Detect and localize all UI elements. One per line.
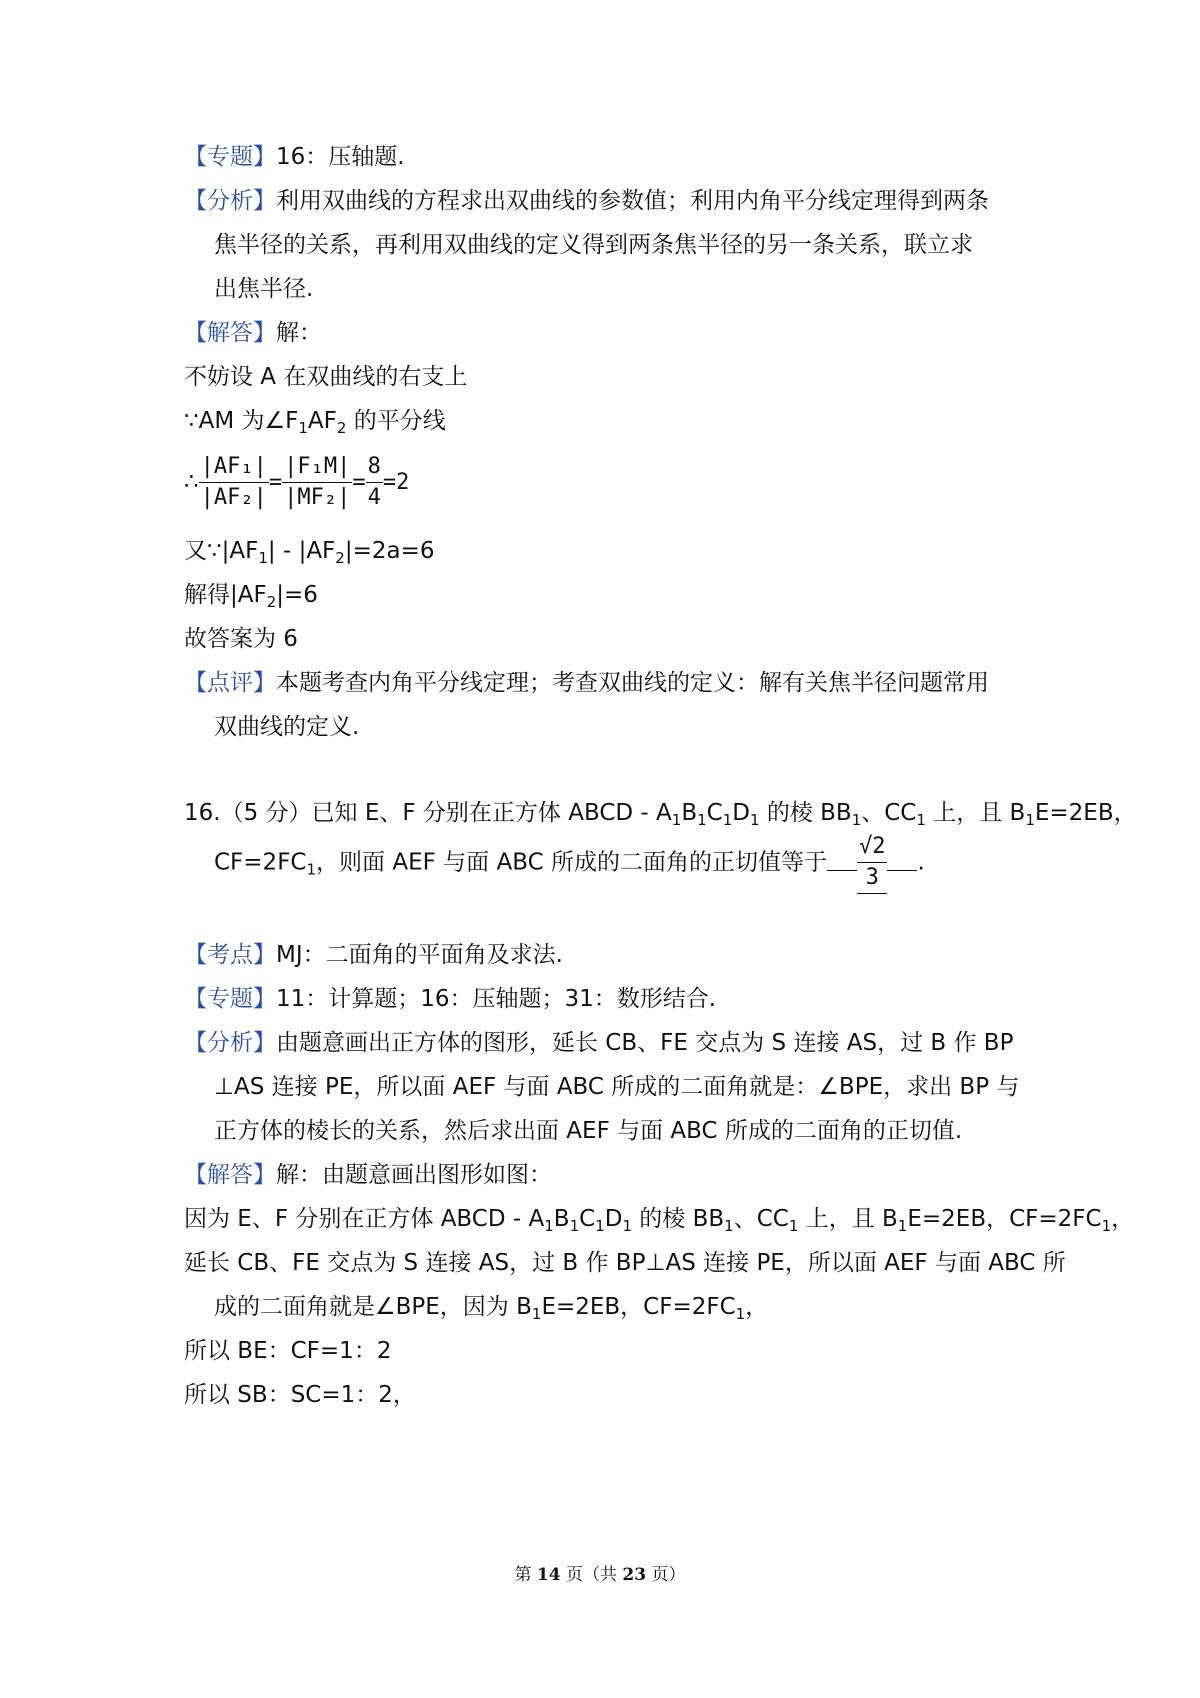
subscript: 1 — [724, 1217, 734, 1235]
text-run: D — [604, 1206, 623, 1232]
solution-step-1: 不妨设 A 在双曲线的右支上 — [184, 364, 468, 390]
text-run: 上，且 B — [925, 800, 1026, 826]
subscript: 1 — [1025, 811, 1035, 829]
solution-step-2: ∵AM 为$\angle F_1AF_2$ 的平分线 — [184, 408, 446, 437]
body-line-2: 延长 CB、FE 交点为 S 连接 AS，过 B 作 BP⊥AS 连接 PE，所以面 AEF 与面 ABC 所 — [184, 1250, 1066, 1276]
body-line-4: 所以 BE：CF=1：2 — [184, 1338, 392, 1364]
text-run: E=2EB，CF=2FC — [907, 1206, 1102, 1232]
comment-line-1 — [184, 668, 989, 698]
page-number: 14 — [536, 1565, 561, 1585]
analysis-tag-2: 【分析】 — [184, 1030, 276, 1056]
subscript: 1 — [788, 1217, 799, 1235]
analysis-text-2: 焦半径的关系，再利用双曲线的定义得到两条焦半径的另一条关系，联立求 — [214, 232, 973, 258]
analysis-line-2: 【分析】由题意画出正方体的图形，延长 CB、FE 交点为 S 连接 AS，过 B 作 BP — [184, 1030, 1014, 1056]
topic-line-1 — [184, 142, 405, 172]
subscript: 1 — [897, 1217, 908, 1235]
text-run: B — [553, 1206, 570, 1232]
answer-tag: 【解答】 — [184, 320, 276, 346]
comment-tag: 【点评】 — [184, 670, 276, 696]
subscript: 1 — [697, 811, 707, 829]
kaodian-line: 【考点】MJ：二面角的平面角及求法. — [184, 942, 563, 968]
comment-text-1: 本题考查内角平分线定理；考查双曲线的定义：解有关焦半径问题常用 — [276, 670, 989, 696]
answer-line-2: 【解答】解：由题意画出图形如图： — [184, 1162, 552, 1188]
answer-fraction: $\frac{√2}{3}$ — [857, 832, 888, 894]
body-line-3: 成的二面角就是∠BPE，因为 $B_1E=2EB$，$CF=2FC_1$， — [214, 1294, 769, 1323]
text-run: 上，且 B — [798, 1206, 898, 1232]
text-run: C — [706, 800, 723, 826]
body-line-5: 所以 SB：SC=1：2， — [184, 1382, 416, 1408]
analysis2-text-2: ⊥AS 连接 PE，所以面 AEF 与面 ABC 所成的二面角就是：∠BPE，求出 BP 与 — [214, 1074, 1020, 1100]
subscript: 1 — [851, 811, 862, 829]
text-run: 、CC — [861, 800, 917, 826]
subscript: 1 — [622, 1217, 632, 1235]
text-run: 的棱 BB — [631, 1206, 725, 1232]
analysis2-text-3: 正方体的棱长的关系，然后求出面 AEF 与面 ABC 所成的二面角的正切值. — [214, 1118, 963, 1144]
topic-tag-2: 【专题】 — [184, 986, 276, 1012]
comment-text-2: 双曲线的定义. — [214, 714, 360, 740]
topic-text: 16：压轴题. — [276, 144, 405, 170]
fraction-fm: $\frac{\text{|F₁M|}}{\text{|MF₂|}}$ — [284, 454, 351, 510]
question-16-line-2: $CF=2FC_1$，则面 AEF 与面 ABC 所成的二面角的正切值等于 $\frac{√2}{3}$ . — [214, 832, 925, 894]
analysis-line-1 — [184, 186, 989, 216]
topic-tag: 【专题】 — [184, 144, 276, 170]
question-16-line-1 — [184, 798, 1137, 828]
text-run: D — [732, 800, 750, 826]
subscript: 1 — [595, 1217, 605, 1235]
subscript: 1 — [544, 1217, 554, 1235]
answer-text: 解： — [276, 320, 322, 346]
text-run: 的棱 BB — [759, 800, 852, 826]
subscript: 1 — [569, 1217, 580, 1235]
kaodian-tag: 【考点】 — [184, 942, 276, 968]
text-run: ， — [1111, 1206, 1135, 1232]
analysis-tag: 【分析】 — [184, 188, 276, 214]
text-run: B — [681, 800, 698, 826]
text-run: 16.（5 分）已知 E、F 分别在正方体 ABCD - A — [184, 800, 672, 826]
body-line-1 — [184, 1204, 1134, 1234]
solution-step-5: 解得$|AF_2|=6$ — [184, 582, 318, 611]
fraction-af: $\frac{\text{|AF₁|}}{\text{|AF₂|}}$ — [200, 454, 267, 510]
text-run: C — [579, 1206, 596, 1232]
page-footer: 第 14 页（共 23 页） — [514, 1565, 686, 1585]
analysis-text-3: 出焦半径. — [214, 276, 314, 302]
subscript: 1 — [749, 811, 760, 829]
page-total: 23 — [622, 1565, 647, 1585]
subscript: 1 — [671, 811, 682, 829]
solution-step-6: 故答案为 6 — [184, 626, 298, 652]
analysis-text-1: 利用双曲线的方程求出双曲线的参数值；利用内角平分线定理得到两条 — [276, 188, 989, 214]
subscript: 1 — [916, 811, 926, 829]
subscript: 1 — [1101, 1217, 1112, 1235]
answer-line-1 — [184, 318, 322, 348]
text-run: 因为 E、F 分别在正方体 ABCD - A — [184, 1206, 545, 1232]
fraction-8-4: $\frac{8}{4}$ — [367, 454, 381, 510]
fraction-equation: ∴ $\frac{\text{|AF₁|}}{\text{|AF₂|}}$ = $\frac{\text{|F₁M|}}{\text{|MF₂|}}$ = $\frac{8}{4}$ =2 — [184, 452, 409, 513]
solution-step-4: 又$\because|AF_1| - |AF_2|=2a=6$ — [184, 538, 435, 567]
text-run: 、CC — [733, 1206, 789, 1232]
text-run: E=2EB， — [1034, 800, 1137, 826]
subscript: 1 — [722, 811, 733, 829]
answer-tag-2: 【解答】 — [184, 1162, 276, 1188]
topic-line-2: 【专题】11：计算题；16：压轴题；31：数形结合. — [184, 986, 717, 1012]
